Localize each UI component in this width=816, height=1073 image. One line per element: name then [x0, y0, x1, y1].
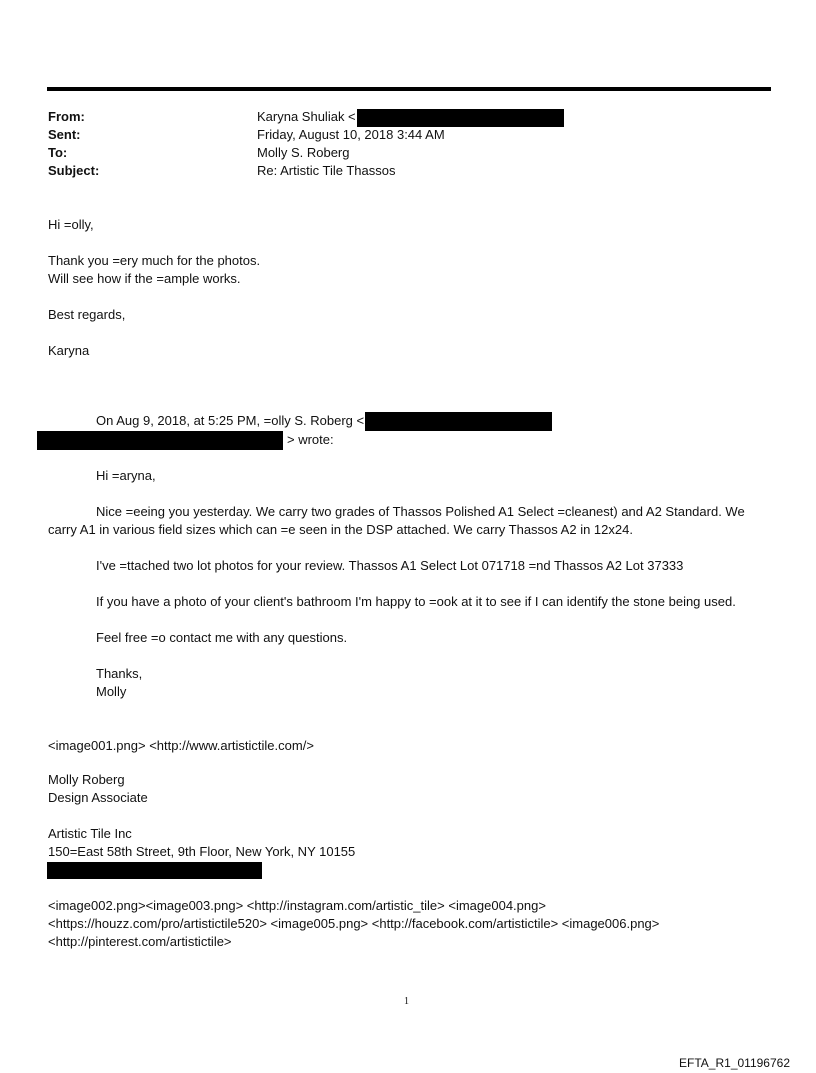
from-value: [257, 108, 564, 127]
subject-label: Subject:: [48, 163, 100, 178]
redaction-bar: [37, 431, 283, 450]
reply-greeting: Hi =olly,: [48, 217, 94, 232]
signature-address: 150=East 58th Street, 9th Floor, New York, NY 10155: [48, 844, 356, 859]
to-label: To:: [48, 145, 68, 160]
reply-signoff-name: Karyna: [48, 343, 90, 358]
from-label: From:: [48, 109, 85, 124]
social-links-line-3: <http://pinterest.com/artistictile>: [48, 934, 232, 949]
signature-name: Molly Roberg: [48, 772, 125, 787]
to-value: Molly S. Roberg: [257, 145, 350, 160]
social-links-line-2: <https://houzz.com/pro/artistictile520> <image005.png> <http://facebook.com/artistictile> <image006.png>: [48, 916, 660, 931]
signature-image-link: <image001.png> <http://www.artistictile.com/>: [48, 738, 314, 753]
from-name: Karyna Shuliak <: [257, 109, 356, 124]
redaction-bar: [357, 109, 564, 127]
quoted-thanks: Thanks,: [96, 666, 143, 681]
quoted-sign: Molly: [96, 684, 127, 699]
reply-line-2: Will see how if the =ample works.: [48, 271, 241, 286]
subject-value: Re: Artistic Tile Thassos: [257, 163, 396, 178]
quoted-paragraph-3: If you have a photo of your client's bathroom I'm happy to =ook at it to see if I can identify the stone being used.: [96, 594, 736, 609]
social-links-line-1: <image002.png><image003.png> <http://instagram.com/artistic_tile> <image004.png>: [48, 898, 546, 913]
quoted-paragraph-2: I've =ttached two lot photos for your review. Thassos A1 Select Lot 071718 =nd Thassos A2 Lot 37333: [96, 558, 684, 573]
quoted-intro-text: On Aug 9, 2018, at 5:25 PM, =olly S. Roberg <: [96, 413, 365, 428]
redaction-bar: [365, 412, 552, 431]
footer-doc-id: EFTA_R1_01196762: [679, 1056, 790, 1070]
quoted-intro: [96, 412, 552, 431]
quoted-paragraph-1-line-1: Nice =eeing you yesterday. We carry two grades of Thassos Polished A1 Select =cleanest) and A2 Standard. We: [96, 504, 745, 519]
redaction-bar: [47, 862, 262, 879]
page-number: 1: [404, 996, 409, 1007]
quoted-paragraph-4: Feel free =o contact me with any questions.: [96, 630, 348, 645]
header-divider: [47, 87, 771, 91]
signature-title: Design Associate: [48, 790, 148, 805]
quoted-greeting: Hi =aryna,: [96, 468, 156, 483]
sent-value: Friday, August 10, 2018 3:44 AM: [257, 127, 445, 142]
signature-company: Artistic Tile Inc: [48, 826, 132, 841]
reply-closing: Best regards,: [48, 307, 126, 322]
sent-label: Sent:: [48, 127, 81, 142]
reply-line-1: Thank you =ery much for the photos.: [48, 253, 261, 268]
quoted-paragraph-1-line-2: carry A1 in various field sizes which can =e seen in the DSP attached. We carry Thassos A2 in 12x24.: [48, 522, 633, 537]
quoted-intro-end: > wrote:: [287, 432, 334, 447]
